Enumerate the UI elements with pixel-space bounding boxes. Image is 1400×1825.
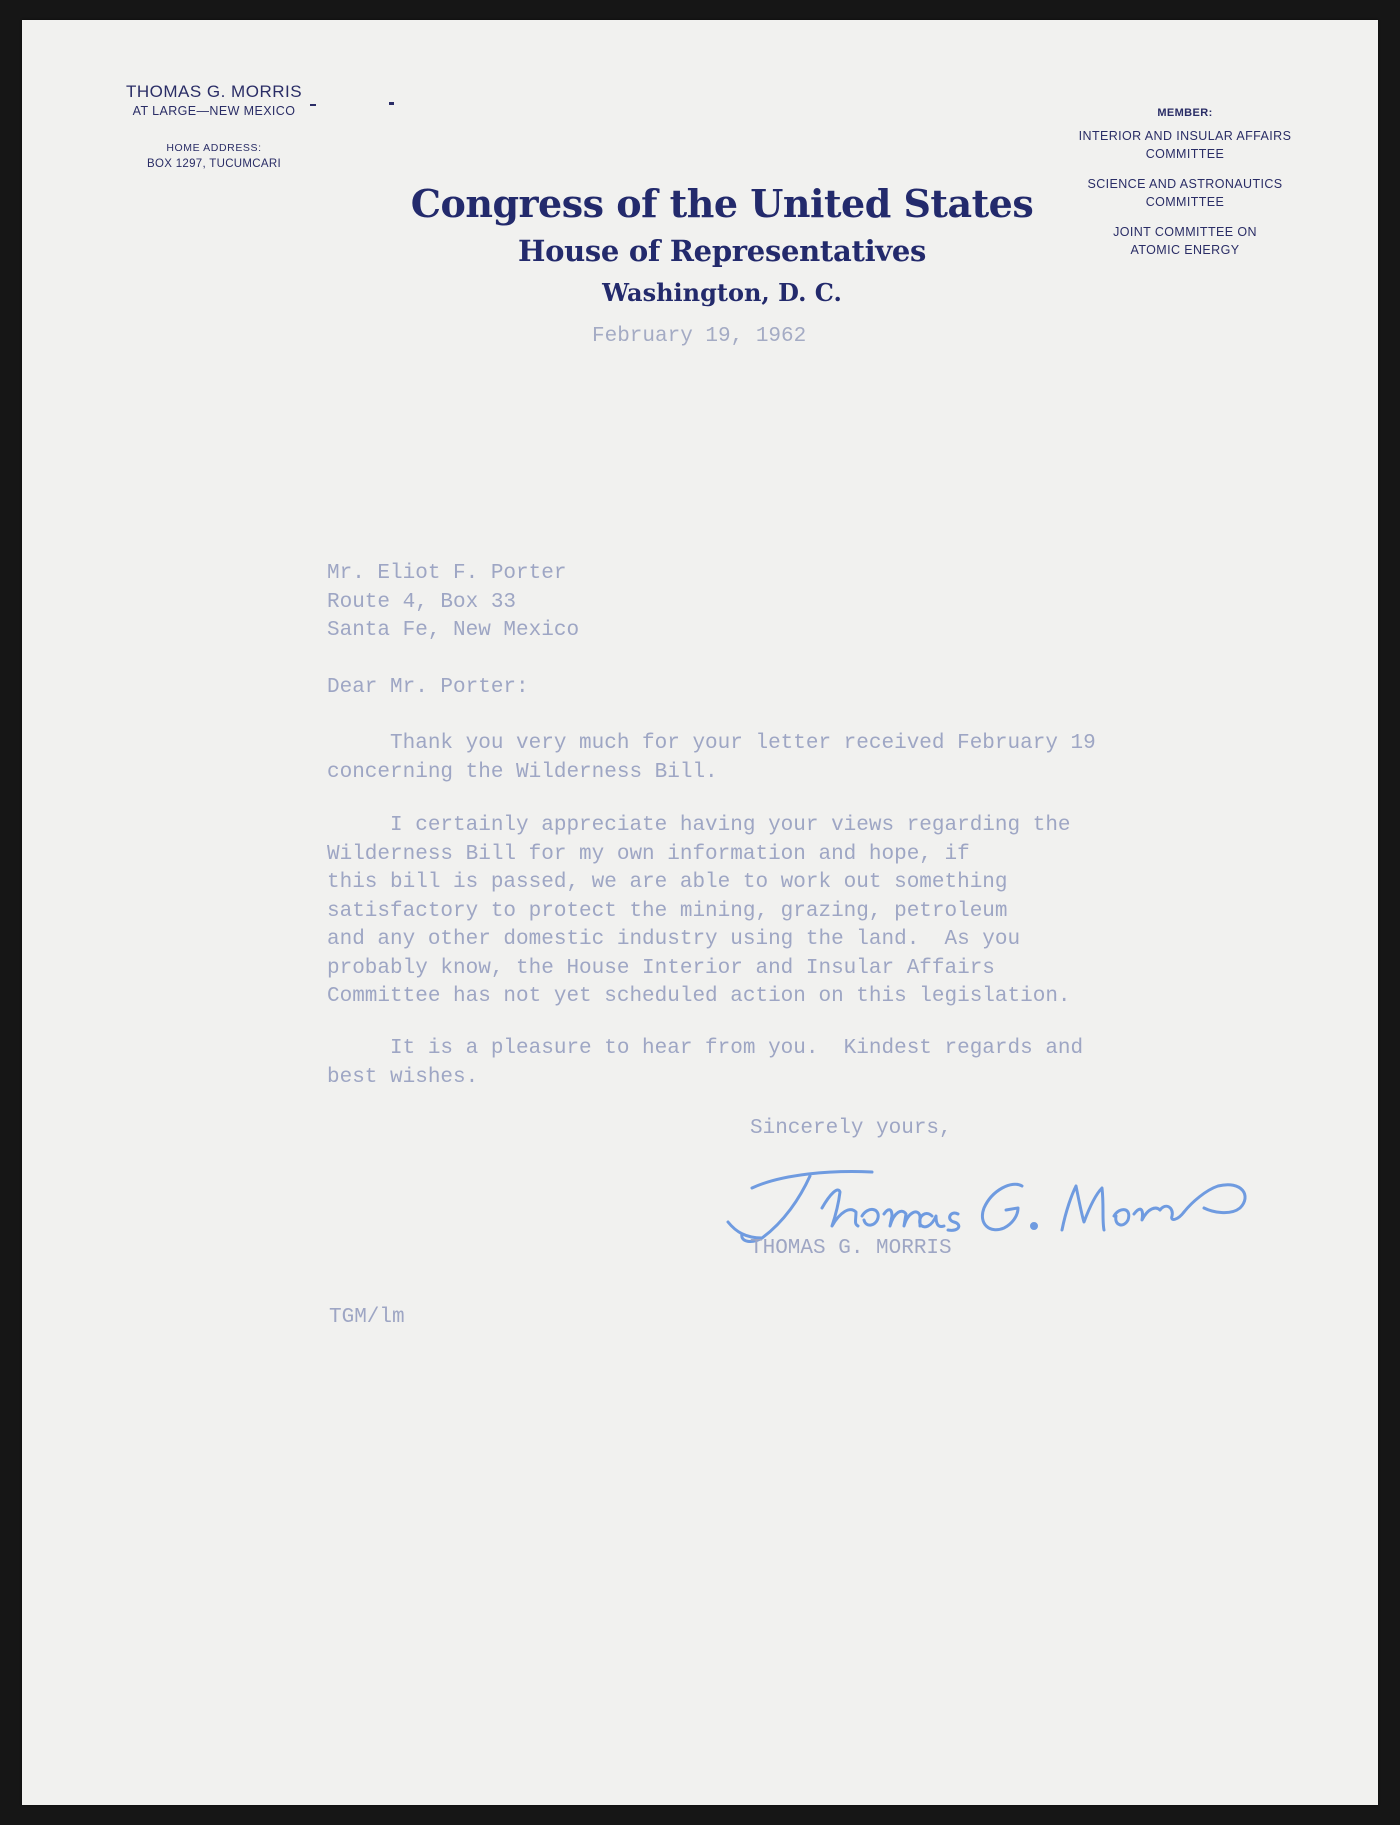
recipient-line: Route 4, Box 33 xyxy=(327,590,517,614)
letter-date: February 19, 1962 xyxy=(592,325,807,348)
letterhead-right-block xyxy=(1040,104,1330,271)
committee-line: SCIENCE AND ASTRONAUTICS xyxy=(1087,177,1283,191)
committee-line: JOINT COMMITTEE ON xyxy=(1113,225,1257,239)
member-label: MEMBER: xyxy=(1157,107,1213,119)
committee-item xyxy=(1040,127,1330,163)
letterhead-congress: Congress of the United States xyxy=(410,181,1034,226)
letterhead-district: AT LARGE—NEW MEXICO xyxy=(132,104,296,118)
salutation: Dear Mr. Porter: xyxy=(327,676,529,699)
committee-line: INTERIOR AND INSULAR AFFAIRS xyxy=(1078,129,1292,143)
letter-page xyxy=(22,20,1378,1805)
committee-line: ATOMIC ENERGY xyxy=(1130,243,1240,257)
recipient-line: Santa Fe, New Mexico xyxy=(327,619,580,642)
committee-line: COMMITTEE xyxy=(1145,195,1225,209)
reference-initials: TGM/lm xyxy=(329,1306,405,1329)
committee-line: COMMITTEE xyxy=(1145,147,1225,161)
letterhead-city: Washington, D. C. xyxy=(602,278,842,307)
closing: Sincerely yours, xyxy=(750,1117,952,1140)
body-paragraph: I certainly appreciate having your views regarding the Wilderness Bill for my own information and hope, if this bill is passed, we are able to work out something satisfactory to protect the mining, grazing, petroleum and any other domestic industry using the land. As you probably know, the House Interior and Insular Affairs Committee has not yet scheduled action on this legislation. xyxy=(327,814,1071,1008)
committee-item xyxy=(1040,175,1330,211)
letterhead-house: House of Representatives xyxy=(517,234,927,268)
letterhead-name: THOMAS G. MORRIS xyxy=(125,82,303,101)
home-address: BOX 1297, TUCUMCARI xyxy=(147,158,281,170)
ink-speck xyxy=(389,102,394,105)
letterhead-left-block xyxy=(94,82,334,172)
letterhead-center-block xyxy=(372,180,1072,312)
ink-speck xyxy=(310,104,316,106)
committee-item xyxy=(1040,223,1330,259)
recipient-address xyxy=(327,560,579,646)
recipient-line: Mr. Eliot F. Porter xyxy=(327,562,567,585)
body-paragraph: It is a pleasure to hear from you. Kindest regards and best wishes. xyxy=(327,1037,1084,1089)
typed-signature-name: THOMAS G. MORRIS xyxy=(750,1237,952,1260)
home-address-label: HOME ADDRESS: xyxy=(166,142,262,154)
body-paragraph: Thank you very much for your letter received February 19 concerning the Wilderness Bill. xyxy=(327,732,1096,784)
